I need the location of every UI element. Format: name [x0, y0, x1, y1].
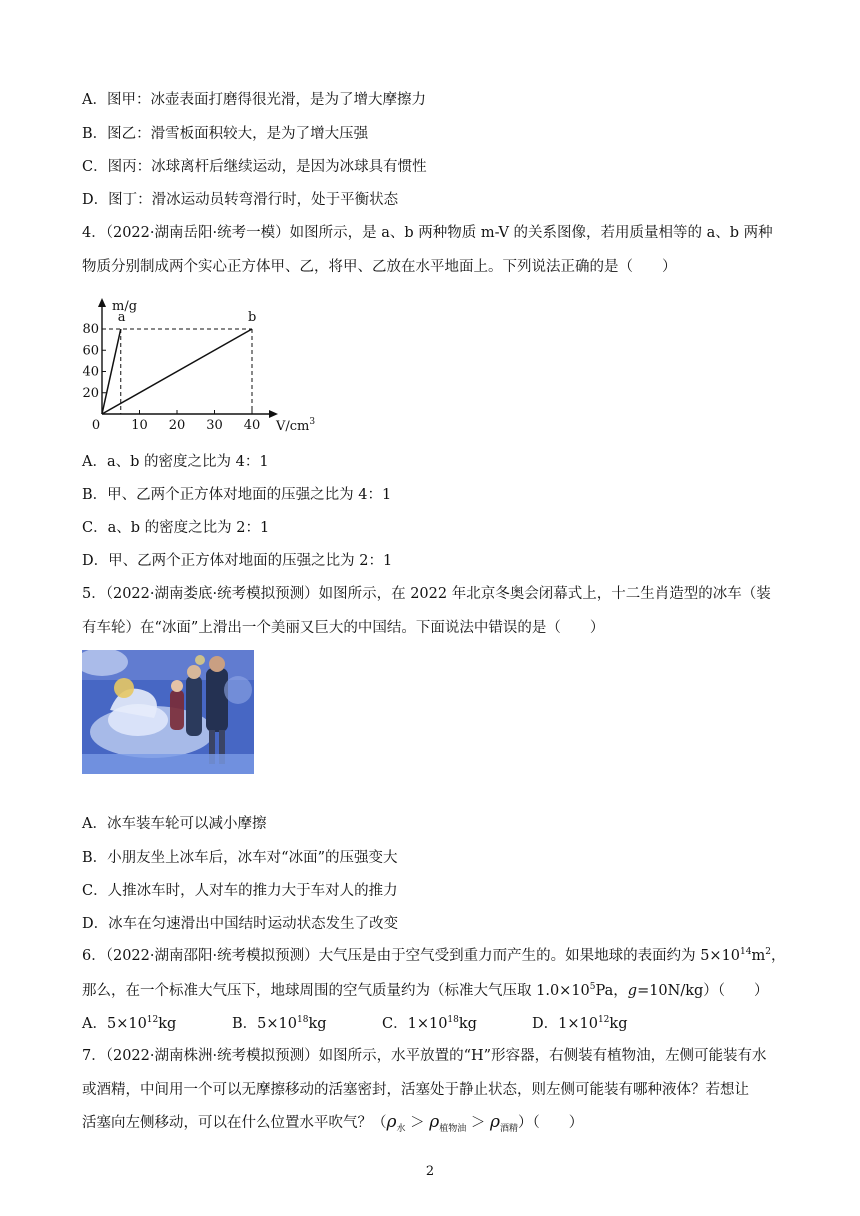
q3-option-c: C．图丙：冰球离杆后继续运动，是因为冰球具有惯性: [82, 159, 427, 175]
q6-option-b: B．$5\times 10^{18}kg$: [232, 1015, 327, 1032]
q6-option-c: C．$1\times 10^{18}kg$: [382, 1015, 477, 1032]
q7-stem-line2: 或酒精，中间用一个可以无摩擦移动的活塞密封，活塞处于静止状态，则左侧可能装有哪种液体？若想让: [82, 1082, 749, 1098]
y-axis-arrow: [98, 298, 106, 307]
origin-label: 0: [91, 418, 101, 433]
y-tick-label: 80: [82, 322, 99, 337]
q5-option-c: C．人推冰车时，人对车的推力大于车对人的推力: [82, 883, 398, 899]
x-tick-label: 30: [206, 418, 223, 433]
q4-stem-line1: 4．（2022·湖南岳阳·统考一模）如图所示，是 a、b 两种物质 m-V 的关系图像，若用质量相等的 a、b 两种: [82, 225, 773, 241]
q7-stem-line1: 7．（2022·湖南株洲·统考模拟预测）如图所示，水平放置的“H”形容器，右侧装有植物油，左侧可能装有水: [82, 1048, 767, 1064]
point-label-b: b: [248, 310, 257, 325]
x-axis-label: $V/cm^3$: [276, 417, 316, 434]
y-axis-label: m/g: [112, 299, 138, 314]
q5-option-b: B．小朋友坐上冰车后，冰车对“冰面”的压强变大: [82, 850, 398, 866]
q3-option-d: D．图丁：滑冰运动员转弯滑行时，处于平衡状态: [82, 192, 399, 208]
q6-stem-line1: 6．（2022·湖南邵阳·统考模拟预测）大气压是由于空气受到重力而产生的。如果地球的表面约为 $5\times 10^{14}m^2$，: [82, 947, 786, 964]
q4-option-b: B．甲、乙两个正方体对地面的压强之比为 4：1: [82, 487, 392, 503]
q3-option-a: A．图甲：冰壶表面打磨得很光滑，是为了增大摩擦力: [82, 92, 426, 108]
q4-stem-line2: 物质分别制成两个实心正方体甲、乙，将甲、乙放在水平地面上。下列说法正确的是（ ）: [82, 259, 677, 275]
mv-chart: [82, 292, 342, 440]
series-line-b: [102, 329, 252, 414]
q7-stem-line3: 活塞向左侧移动，可以在什么位置水平吹气？$(\rho_水 > \rho_{植物油} > \rho_{酒精})$（ ）: [82, 1112, 584, 1134]
q6-option-a: A．$5\times 10^{12}kg$: [82, 1015, 177, 1032]
y-tick-label: 60: [82, 343, 99, 359]
q4-option-d: D．甲、乙两个正方体对地面的压强之比为 2：1: [82, 553, 393, 569]
page-number: 2: [425, 1164, 435, 1179]
point-label-a: a: [117, 310, 126, 325]
x-tick-label: 10: [131, 418, 148, 433]
q3-option-b: B．图乙：滑雪板面积较大，是为了增大压强: [82, 126, 369, 142]
q5-stem-line1: 5．（2022·湖南娄底·统考模拟预测）如图所示，在 2022 年北京冬奥会闭幕式上，十二生肖造型的冰车（装: [82, 586, 771, 602]
x-tick-label: 40: [243, 418, 261, 433]
x-tick-label: 20: [168, 418, 186, 433]
y-tick-label: 40: [82, 364, 99, 380]
y-tick-label: 20: [82, 385, 99, 401]
q4-option-c: C．a、b 的密度之比为 2：1: [82, 520, 270, 536]
q5-stem-line2: 有车轮）在“冰面”上滑出一个美丽又巨大的中国结。下面说法中错误的是（ ）: [82, 620, 605, 636]
q5-option-d: D．冰车在匀速滑出中国结时运动状态发生了改变: [82, 916, 399, 932]
x-axis-arrow: [269, 410, 278, 418]
q4-option-a: A．a、b 的密度之比为 4：1: [82, 454, 269, 470]
q6-stem-line2: 那么，在一个标准大气压下，地球周围的空气质量约为（标准大气压取 $1.0\times 10^5Pa$，g=10N/kg）（ ）: [82, 982, 769, 999]
ice-car-photo: [82, 650, 254, 774]
q6-option-d: D．$1\times 10^{12}kg$: [532, 1015, 628, 1032]
q5-option-a: A．冰车装车轮可以减小摩擦: [82, 816, 267, 832]
